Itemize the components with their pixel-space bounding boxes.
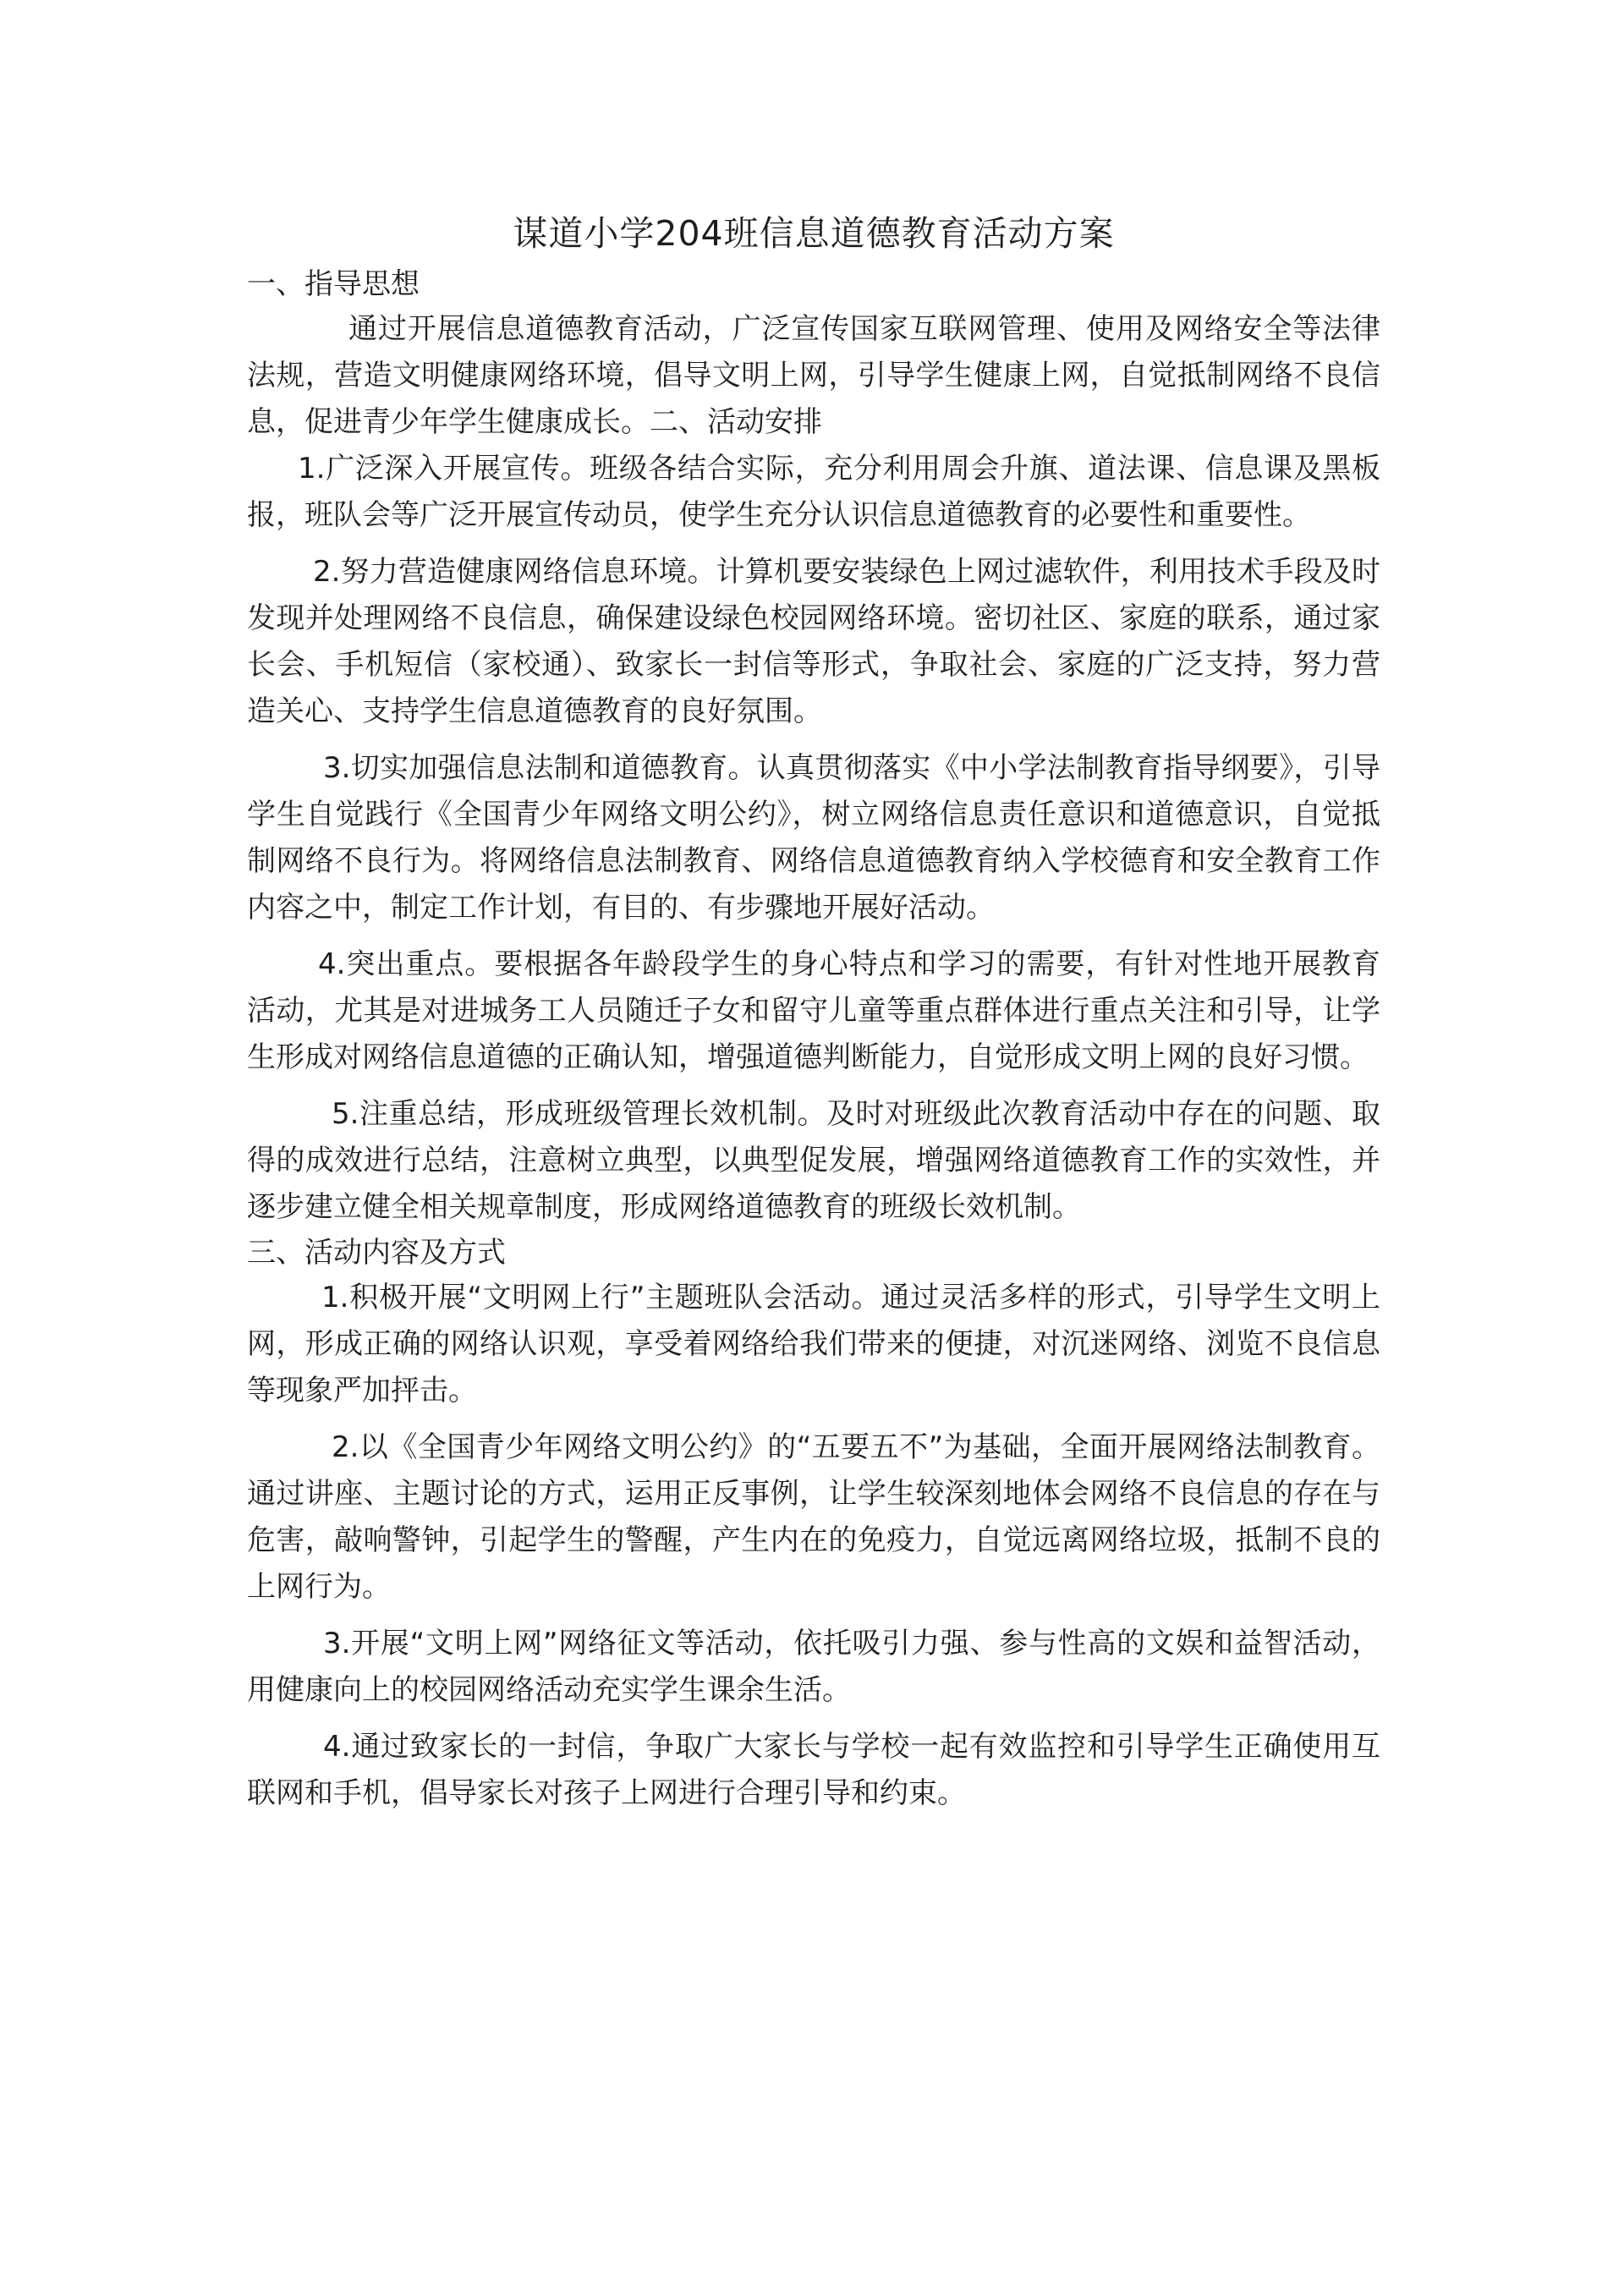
- guiding-ideology-paragraph: 通过开展信息道德教育活动，广泛宣传国家互联网管理、使用及网络安全等法律法规，营造文明健康网络环境，倡导文明上网，引导学生健康上网，自觉抵制网络不良信息，促进青少年学生健康成长。二、活动安排: [247, 312, 1380, 439]
- arrangement-item-5: 5.注重总结，形成班级管理长效机制。及时对班级此次教育活动中存在的问题、取得的成效进行总结，注意树立典型，以典型促发展，增强网络道德教育工作的实效性，并逐步建立健全相关规章制度，形成网络道德教育的班级长效机制。: [247, 1097, 1380, 1224]
- content-item-1: 1.积极开展“文明网上行”主题班队会活动。通过灵活多样的形式，引导学生文明上网，形成正确的网络认识观，享受着网络给我们带来的便捷，对沉迷网络、浏览不良信息等现象严加抨击。: [247, 1281, 1380, 1408]
- arrangement-item-3: 3.切实加强信息法制和道德教育。认真贯彻落实《中小学法制教育指导纲要》，引导学生自觉践行《全国青少年网络文明公约》，树立网络信息责任意识和道德意识，自觉抵制网络不良行为。将网络信息法制教育、网络信息道德教育纳入学校德育和安全教育工作内容之中，制定工作计划，有目的、有步骤地开展好活动。: [247, 751, 1380, 925]
- arrangement-item-1: 1.广泛深入开展宣传。班级各结合实际，充分利用周会升旗、道法课、信息课及黑板报，班队会等广泛开展宣传动员，使学生充分认识信息道德教育的必要性和重要性。: [247, 452, 1380, 532]
- arrangement-item-2: 2.努力营造健康网络信息环境。计算机要安装绿色上网过滤软件，利用技术手段及时发现并处理网络不良信息，确保建设绿色校园网络环境。密切社区、家庭的联系，通过家长会、手机短信（家校通）、致家长一封信等形式，争取社会、家庭的广泛支持，努力营造关心、支持学生信息道德教育的良好氛围。: [247, 555, 1380, 728]
- content-item-3: 3.开展“文明上网”网络征文等活动，依托吸引力强、参与性高的文娱和益智活动，用健康向上的校园网络活动充实学生课余生活。: [247, 1627, 1380, 1707]
- content-item-4: 4.通过致家长的一封信，争取广大家长与学校一起有效监控和引导学生正确使用互联网和手机，倡导家长对孩子上网进行合理引导和约束。: [247, 1730, 1380, 1810]
- section-heading-content-methods: 三、活动内容及方式: [247, 1236, 506, 1270]
- section-heading-guiding-ideology: 一、指导思想: [247, 267, 420, 301]
- content-item-2: 2.以《全国青少年网络文明公约》的“五要五不”为基础，全面开展网络法制教育。通过讲座、主题讨论的方式，运用正反事例，让学生较深刻地体会网络不良信息的存在与危害，敲响警钟，引起学生的警醒，产生内在的免疫力，自觉远离网络垃圾，抵制不良的上网行为。: [247, 1430, 1380, 1604]
- arrangement-item-4: 4.突出重点。要根据各年龄段学生的身心特点和学习的需要，有针对性地开展教育活动，尤其是对进城务工人员随迁子女和留守儿童等重点群体进行重点关注和引导，让学生形成对网络信息道德的正确认知，增强道德判断能力，自觉形成文明上网的良好习惯。: [247, 947, 1380, 1074]
- document-body: [247, 211, 1380, 1817]
- document-title: 谋道小学204班信息道德教育活动方案: [513, 213, 1115, 254]
